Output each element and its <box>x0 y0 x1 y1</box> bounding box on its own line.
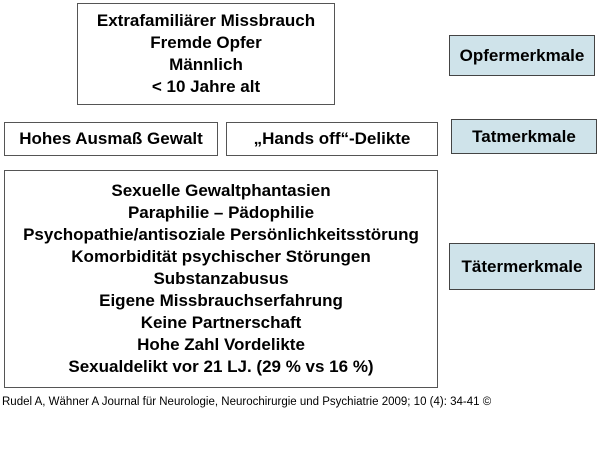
act-text: Hohes Ausmaß Gewalt <box>19 129 203 148</box>
perpetrator-line: Psychopathie/antisoziale Persönlichkeitsstörung <box>23 225 419 244</box>
perpetrator-line: Sexuelle Gewaltphantasien <box>111 181 331 200</box>
label-victim <box>449 35 595 76</box>
label-text: Opfermerkmale <box>459 45 585 65</box>
victim-line: Extrafamiliärer Missbrauch <box>96 11 316 30</box>
perpetrator-line: Keine Partnerschaft <box>140 313 302 332</box>
perpetrator-line: Sexualdelikt vor 21 LJ. (29 % vs 16 %) <box>68 357 374 376</box>
label-text: Tätermerkmale <box>461 256 583 276</box>
act-text: „Hands off“-Delikte <box>253 129 411 148</box>
perpetrator-line: Eigene Missbrauchserfahrung <box>99 291 343 310</box>
victim-characteristics-box <box>77 3 335 105</box>
perpetrator-characteristics-box <box>4 170 438 388</box>
citation-caption: Rudel A, Wähner A Journal für Neurologie, Neurochirurgie und Psychiatrie 2009; 10 (4): 34-41 © <box>2 396 492 408</box>
label-perpetrator <box>449 243 595 290</box>
label-text: Tatmerkmale <box>472 126 576 146</box>
perpetrator-line: Substanzabusus <box>153 269 289 288</box>
label-act <box>451 119 597 154</box>
victim-line: Fremde Opfer <box>150 33 262 52</box>
perpetrator-line: Komorbidität psychischer Störungen <box>71 247 371 266</box>
act-box-violence <box>4 122 218 156</box>
act-box-hands-off <box>226 122 438 156</box>
victim-line: Männlich <box>169 55 243 74</box>
perpetrator-line: Hohe Zahl Vordelikte <box>137 335 305 354</box>
perpetrator-line: Paraphilie – Pädophilie <box>127 203 315 222</box>
victim-line: < 10 Jahre alt <box>151 77 261 96</box>
